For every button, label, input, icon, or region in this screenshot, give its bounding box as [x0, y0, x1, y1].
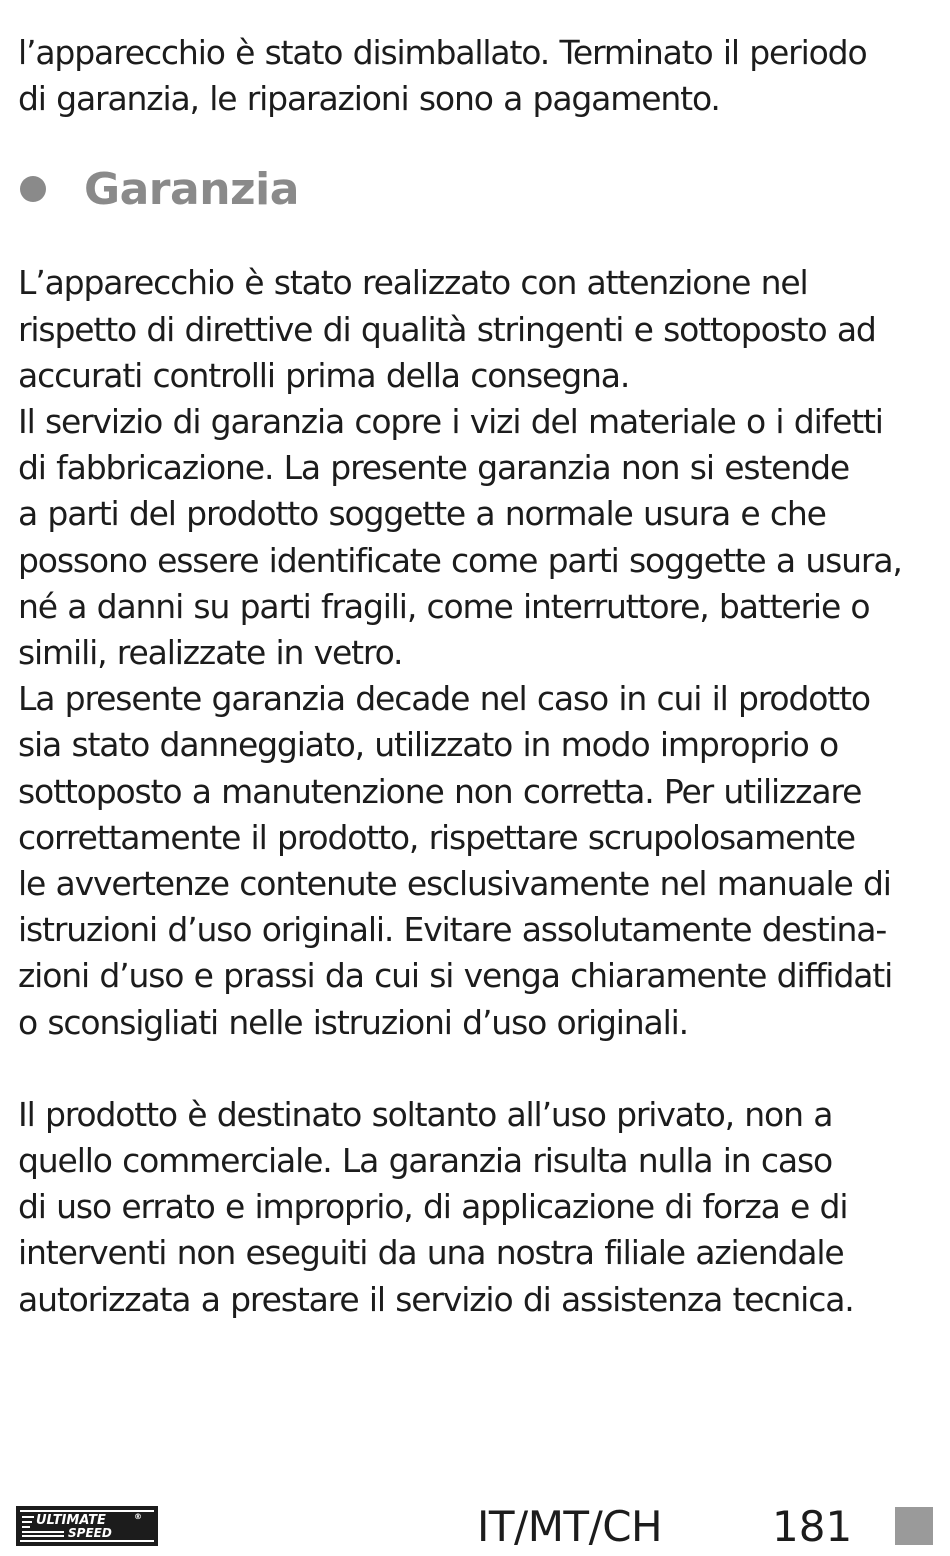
text-line: correttamente il prodotto, rispettare scrupolosamente — [18, 817, 855, 857]
text-line: le avvertenze contenute esclusivamente nel manuale di — [18, 864, 891, 904]
page-footer — [0, 1496, 950, 1556]
paragraph-spacer — [18, 1046, 938, 1092]
text-line: o sconsigliati nelle istruzioni d’uso originali. — [18, 1002, 688, 1042]
svg-text:®: ® — [134, 1512, 142, 1521]
warranty-paragraph-1 — [18, 260, 938, 1045]
page-number: 181 — [772, 1502, 853, 1551]
text-line: Il prodotto è destinato soltanto all’uso privato, non a — [18, 1094, 833, 1134]
text-line: sottoposto a manutenzione non corretta. Per utilizzare — [18, 771, 862, 811]
text-line: di uso errato e improprio, di applicazione di forza e di — [18, 1187, 848, 1227]
text-line: possono essere identificate come parti soggette a usura, — [18, 540, 902, 580]
text-line: accurati controlli prima della consegna. — [18, 355, 630, 395]
text-line: di fabbricazione. La presente garanzia non si estende — [18, 448, 850, 488]
text-line: a parti del prodotto soggette a normale usura e che — [18, 494, 826, 534]
text-line: simili, realizzate in vetro. — [18, 633, 403, 673]
text-line: Il servizio di garanzia copre i vizi del materiale o i difetti — [18, 402, 883, 442]
text-line: autorizzata a prestare il servizio di assistenza tecnica. — [18, 1279, 854, 1319]
region-code: IT/MT/CH — [477, 1502, 663, 1551]
text-line: né a danni su parti fragili, come interruttore, batterie o — [18, 586, 870, 626]
page-marker-square — [895, 1507, 933, 1545]
text-line: zioni d’uso e prassi da cui si venga chiaramente diffidati — [18, 956, 893, 996]
ultimate-speed-logo — [16, 1504, 158, 1548]
svg-text:ULTIMATE: ULTIMATE — [36, 1513, 106, 1528]
section-heading — [18, 164, 938, 214]
text-line: rispetto di direttive di qualità stringenti e sottoposto ad — [18, 309, 876, 349]
text-line: sia stato danneggiato, utilizzato in modo improprio o — [18, 725, 839, 765]
manual-page — [18, 30, 938, 1323]
text-line: La presente garanzia decade nel caso in cui il prodotto — [18, 679, 870, 719]
text-line: interventi non eseguiti da una nostra filiale aziendale — [18, 1233, 844, 1273]
text-line: quello commerciale. La garanzia risulta nulla in caso — [18, 1141, 833, 1181]
text-line: istruzioni d’uso originali. Evitare assolutamente destina- — [18, 910, 887, 950]
svg-text:SPEED: SPEED — [68, 1526, 112, 1540]
text-line: di garanzia, le riparazioni sono a pagamento. — [18, 79, 720, 119]
section-title: Garanzia — [84, 163, 299, 215]
text-line: L’apparecchio è stato realizzato con attenzione nel — [18, 263, 808, 303]
warranty-paragraph-2 — [18, 1092, 938, 1323]
intro-paragraph — [18, 30, 938, 122]
bullet-icon — [20, 176, 46, 202]
text-line: l’apparecchio è stato disimballato. Terminato il periodo — [18, 33, 867, 72]
